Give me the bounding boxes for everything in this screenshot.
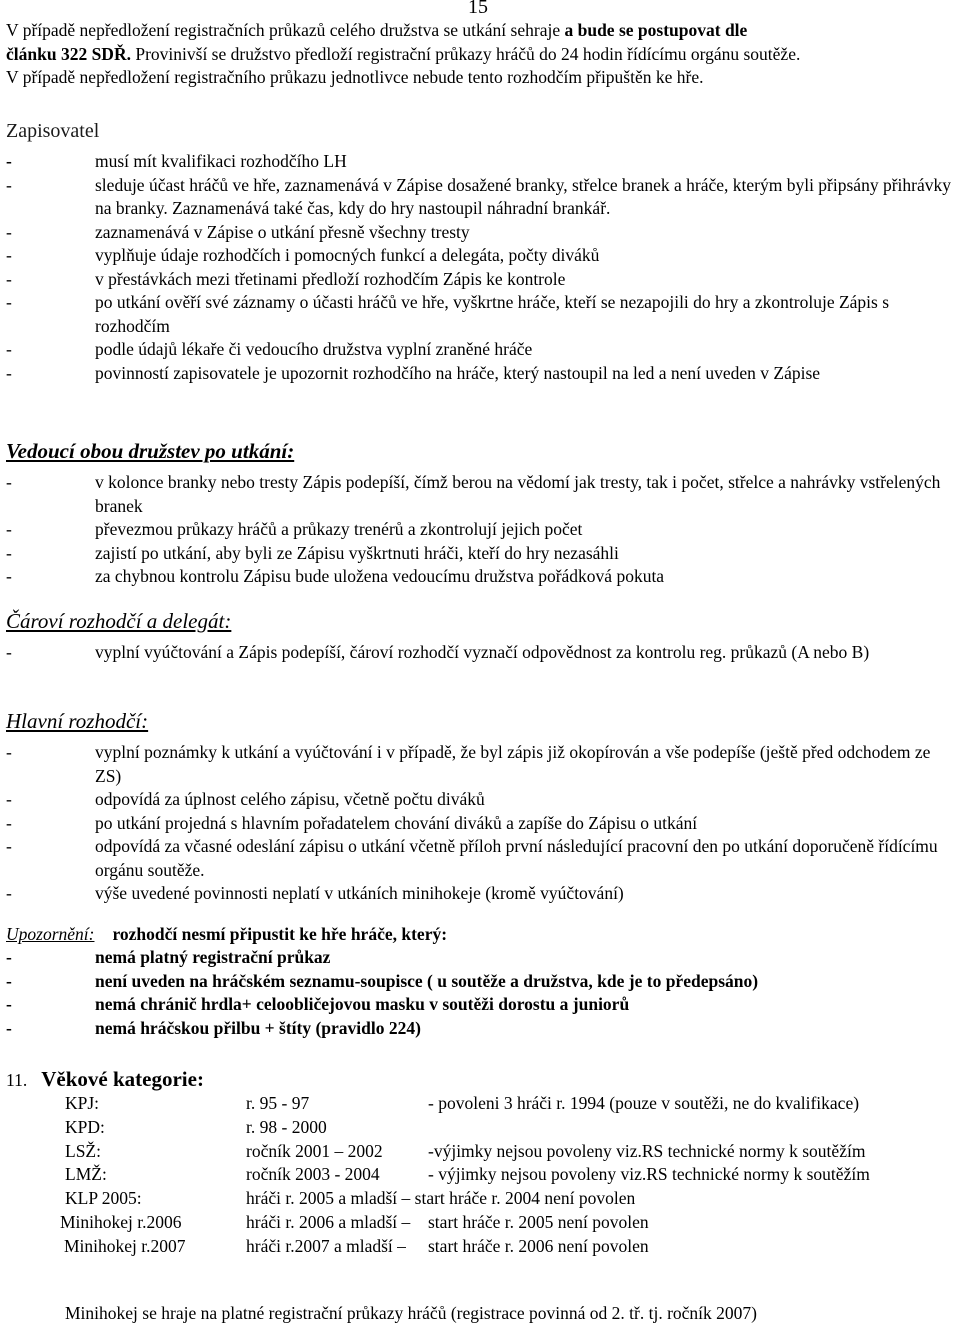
list-bullet-dash: - — [6, 789, 12, 810]
list-item — [6, 338, 956, 362]
list-item — [6, 993, 956, 1017]
heading-zapisovatel: Zapisovatel — [6, 120, 100, 142]
list-bullet-dash: - — [6, 519, 12, 540]
age-years-cell: hráči r. 2005 a mladší – start hráče r. 2004 není povolen — [246, 1188, 636, 1209]
page-number: 15 — [468, 0, 488, 18]
section-hlavni — [6, 708, 956, 906]
list-item-text: odpovídá za úplnost celého zápisu, včetně počtu diváků — [95, 789, 485, 810]
list-bullet-dash: - — [6, 812, 12, 833]
section-vedouci — [6, 438, 956, 589]
section-carovi — [6, 608, 956, 665]
age-category-cell: Minihokej r.2007 — [64, 1235, 186, 1256]
list-bullet-dash: - — [6, 1017, 12, 1038]
list-bullet-dash: - — [6, 339, 12, 359]
list-bullet-dash: - — [6, 472, 12, 493]
age-categories-table — [56, 1092, 870, 1259]
age-category-cell: LMŽ: — [65, 1164, 107, 1185]
intro-line-3: V případě nepředložení registračního průkazu jednotlivce nebude tento rozhodčím připuštěn ke hře. — [6, 67, 704, 87]
list-item — [6, 741, 956, 788]
intro-line-1 — [6, 19, 958, 43]
upozorneni-list — [6, 946, 956, 1040]
list-bullet-dash: - — [6, 994, 12, 1014]
age-category-cell: KPD: — [65, 1116, 105, 1137]
footer-note: Minihokej se hraje na platné registrační průkazy hráčů (registrace povinná od 2. tř. tj. ročník 2007) — [65, 1303, 757, 1323]
list-item — [6, 882, 956, 906]
list-item-text: musí mít kvalifikaci rozhodčího LH — [95, 151, 347, 171]
upozorneni-label: Upozornění: — [6, 924, 95, 944]
list-item — [6, 812, 956, 836]
list-item — [6, 946, 956, 970]
carovi-list — [6, 641, 956, 665]
age-note-cell: start hráče r. 2006 není povolen — [428, 1235, 649, 1256]
list-bullet-dash: - — [6, 268, 12, 289]
list-item-text: za chybnou kontrolu Zápisu bude uložena vedoucímu družstva pořádková pokuta — [95, 566, 665, 587]
age-category-cell: LSŽ: — [65, 1140, 101, 1161]
list-bullet-dash: - — [6, 174, 12, 195]
table-row — [56, 1235, 870, 1259]
age-category-cell: Minihokej r.2006 — [60, 1211, 182, 1232]
age-note-cell: - výjimky nejsou povoleny viz.RS technické normy k soutěžím — [428, 1164, 870, 1185]
table-row — [56, 1140, 870, 1164]
section-upozorneni — [6, 922, 956, 1040]
list-item-text: převezmou průkazy hráčů a průkazy trenérů a zkontrolují jejich počet — [95, 519, 583, 540]
list-item-text: vyplní poznámky k utkání a vyúčtování i v případě, že byl zápis již okopírován a vše podepíše (ještě před odchodem ze ZS) — [95, 742, 931, 786]
list-item-text: nemá platný registrační průkaz — [95, 947, 331, 967]
upozorneni-text: rozhodčí nesmí připustit ke hře hráče, který: — [112, 924, 448, 944]
list-item — [6, 291, 956, 338]
age-years-cell: hráči r. 2006 a mladší – — [246, 1211, 411, 1232]
hlavni-list — [6, 741, 956, 906]
list-item — [6, 174, 956, 221]
list-bullet-dash: - — [6, 883, 12, 904]
age-years-cell: hráči r.2007 a mladší – — [246, 1235, 406, 1256]
list-bullet-dash: - — [6, 221, 12, 242]
section-zapisovatel — [6, 118, 956, 385]
list-item-text: vyplňuje údaje rozhodčích i pomocných funkcí a delegáta, počty diváků — [95, 245, 600, 265]
age-category-cell: KLP 2005: — [65, 1188, 142, 1209]
list-bullet-dash: - — [6, 566, 12, 587]
list-bullet-dash: - — [6, 245, 12, 265]
list-item-text: v kolonce branky nebo tresty Zápis podepíší, čímž berou na vědomí jak tresty, tak i počet, střelce a nahrávky vstřelených branek — [95, 472, 941, 516]
list-item-text: po utkání projedná s hlavním pořadatelem chování diváků a zapíše do Zápisu o utkání — [95, 812, 698, 833]
list-item-text: nemá hráčskou přilbu + štíty (pravidlo 224) — [95, 1017, 421, 1038]
list-item — [6, 471, 956, 518]
age-category-cell: KPJ: — [65, 1093, 100, 1113]
list-item — [6, 1017, 956, 1041]
heading-hlavni: Hlavní rozhodčí: — [6, 709, 149, 733]
list-bullet-dash: - — [6, 362, 12, 383]
list-item — [6, 362, 956, 386]
age-categories-heading — [6, 1066, 204, 1093]
age-note-cell: start hráče r. 2005 není povolen — [428, 1211, 649, 1232]
list-item — [6, 970, 956, 994]
list-item — [6, 150, 956, 174]
list-bullet-dash: - — [6, 742, 12, 763]
list-item — [6, 268, 956, 292]
table-row — [56, 1116, 870, 1140]
intro-paragraph — [6, 19, 958, 90]
list-item — [6, 244, 956, 268]
age-note-cell — [428, 1116, 870, 1140]
heading-vedouci: Vedoucí obou družstev po utkání: — [6, 439, 295, 463]
intro-line-1-bold: a bude se postupovat dle — [564, 20, 748, 40]
intro-line-2 — [6, 43, 958, 67]
zapisovatel-list — [6, 150, 956, 385]
list-item-text: zajistí po utkání, aby byli ze Zápisu vyškrtnuti hráči, kteří do hry nezasáhli — [95, 542, 619, 563]
list-item-text: povinností zapisovatele je upozornit rozhodčího na hráče, který nastoupil na led a není uveden v Zápise — [95, 362, 821, 383]
list-bullet-dash: - — [6, 151, 12, 171]
list-item — [6, 542, 956, 566]
table-row — [56, 1163, 870, 1187]
list-bullet-dash: - — [6, 970, 12, 991]
table-row — [56, 1187, 870, 1211]
age-note-cell: -výjimky nejsou povoleny viz.RS technické normy k soutěžím — [428, 1140, 866, 1161]
list-item-text: výše uvedené povinnosti neplatí v utkáních minihokeje (kromě vyúčtování) — [95, 883, 624, 904]
list-item — [6, 835, 956, 882]
vedouci-list — [6, 471, 956, 589]
list-item — [6, 641, 956, 665]
intro-line-2-text: Provinivší se družstvo předloží registrační průkazy hráčů do 24 hodin řídícímu orgánu soutěže. — [130, 43, 801, 64]
list-bullet-dash: - — [6, 542, 12, 563]
list-item-text: vyplní vyúčtování a Zápis podepíší, čároví rozhodčí vyznačí odpovědnost za kontrolu reg. průkazů (A nebo B) — [95, 642, 870, 663]
list-item — [6, 788, 956, 812]
list-item — [6, 221, 956, 245]
list-bullet-dash: - — [6, 292, 12, 312]
table-row — [56, 1211, 870, 1235]
age-categories-title: Věkové kategorie: — [41, 1067, 204, 1091]
intro-line-1-text: V případě nepředložení registračních průkazů celého družstva se utkání sehraje — [6, 20, 565, 40]
heading-carovi: Čároví rozhodčí a delegát: — [6, 609, 232, 633]
age-note-cell: - povoleni 3 hráči r. 1994 (pouze v soutěži, ne do kvalifikace) — [428, 1093, 860, 1113]
upozorneni-line — [6, 922, 956, 946]
age-years-cell: r. 98 - 2000 — [246, 1116, 327, 1137]
list-item-text: po utkání ověří své záznamy o účasti hráčů ve hře, vyškrtne hráče, kteří se nezapojili do hry a zkontroluje Zápis s rozhodčím — [95, 292, 890, 336]
table-row — [56, 1092, 870, 1116]
list-bullet-dash: - — [6, 836, 12, 857]
list-item-text: odpovídá za včasné odeslání zápisu o utkání včetně příloh první následující pracovní den po utkání doporučeně řídícímu orgánu soutěže. — [95, 836, 938, 880]
list-bullet-dash: - — [6, 642, 12, 663]
age-years-cell: r. 95 - 97 — [246, 1093, 310, 1113]
list-item-text: není uveden na hráčském seznamu-soupisce ( u soutěže a družstva, kde je to předepsáno) — [95, 970, 759, 991]
list-bullet-dash: - — [6, 947, 12, 967]
list-item — [6, 518, 956, 542]
age-years-cell: ročník 2001 – 2002 — [246, 1140, 383, 1161]
section-number: 11. — [6, 1070, 28, 1090]
list-item-text: podle údajů lékaře či vedoucího družstva vyplní zraněné hráče — [95, 339, 533, 359]
intro-line-2-bold: článku 322 SDŘ. — [6, 43, 131, 64]
list-item-text: v přestávkách mezi třetinami předloží rozhodčím Zápis ke kontrole — [95, 268, 566, 289]
list-item-text: zaznamenává v Zápise o utkání přesně všechny tresty — [95, 221, 470, 242]
age-years-cell: ročník 2003 - 2004 — [246, 1164, 380, 1185]
list-item-text: sleduje účast hráčů ve hře, zaznamenává v Zápise dosažené branky, střelce branek a hráče, kterým byli připsány přihrávky na branky. Zaznamenává také čas, kdy do hry nastoupil náhradní brankář. — [95, 174, 951, 218]
list-item — [6, 565, 956, 589]
list-item-text: nemá chránič hrdla+ celoobličejovou masku v soutěži dorostu a juniorů — [95, 994, 630, 1014]
